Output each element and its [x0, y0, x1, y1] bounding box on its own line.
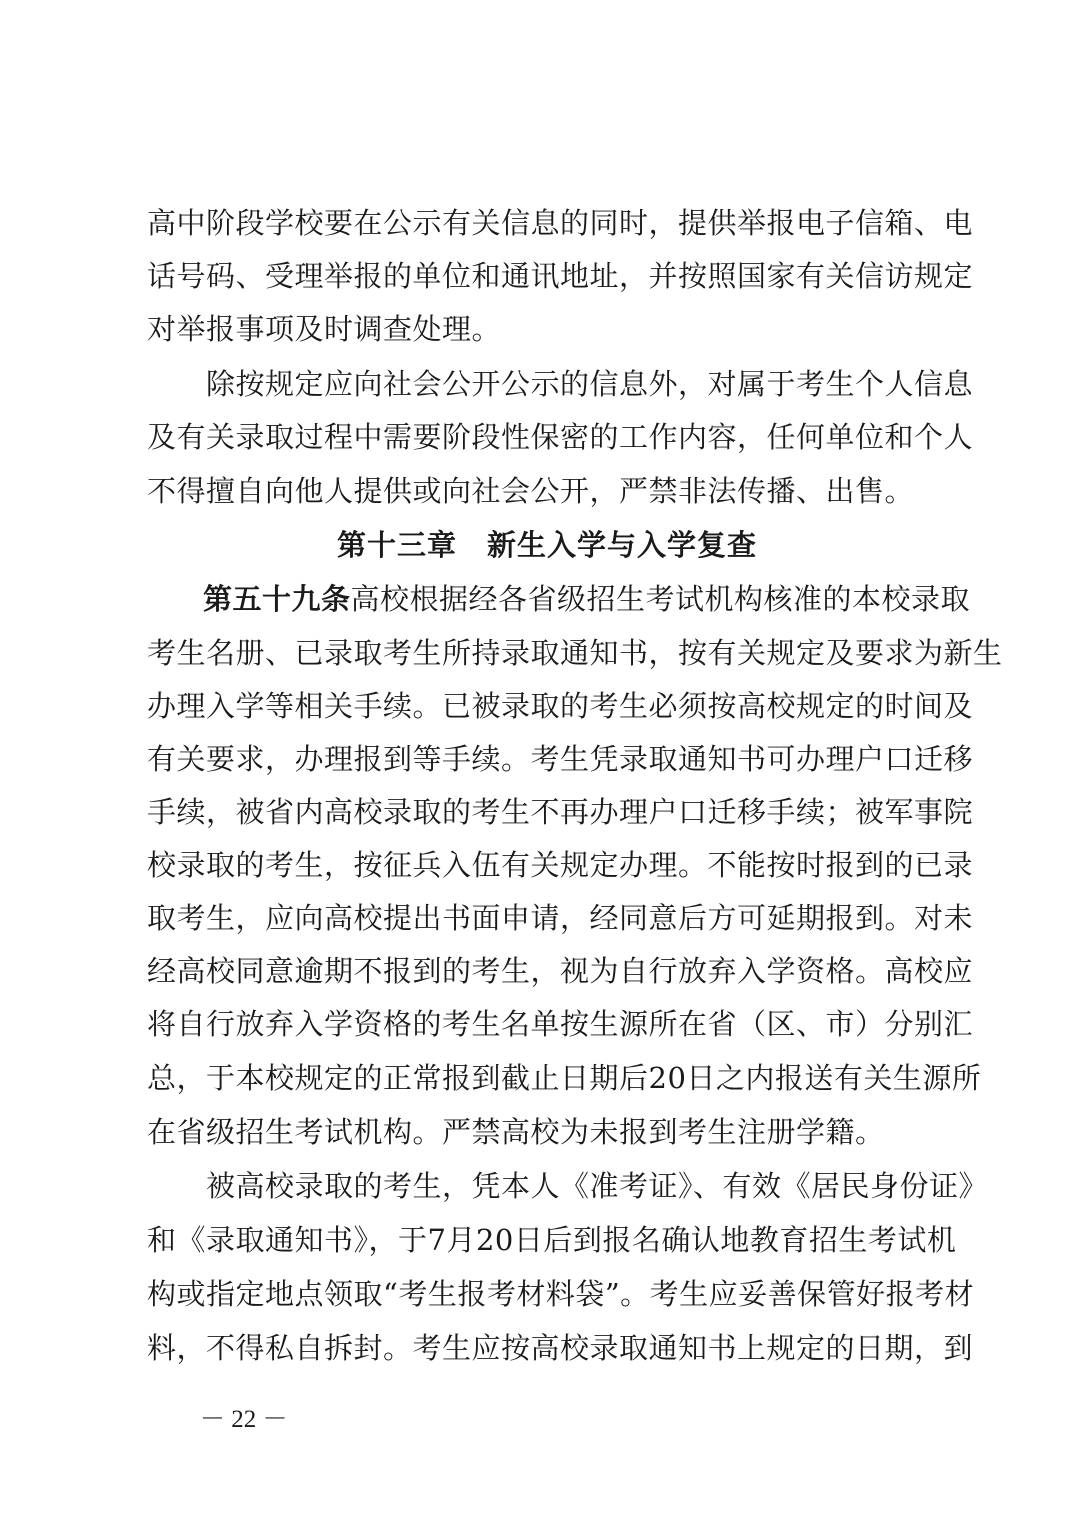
- article59-line-9: 将自行放弃入学资格的考生名单按生源所在省（区、市）分别汇: [147, 1007, 974, 1041]
- paragraph4-line-2: 和《录取通知书》，于7月20日后到报名确认地教育招生考试机: [147, 1223, 957, 1257]
- paragraph2-line-3: 不得擅自向他人提供或向社会公开，严禁非法传播、出售。: [147, 474, 915, 508]
- article59-label: 第五十九条: [203, 582, 351, 616]
- article59-line-8: 经高校同意逾期不报到的考生，视为自行放弃入学资格。高校应: [147, 954, 974, 988]
- article59-first-line-text: 高校根据经各省级招生考试机构核准的本校录取: [350, 582, 971, 616]
- paragraph2-line-1: 除按规定应向社会公开公示的信息外，对属于考生个人信息: [206, 367, 974, 401]
- article59-line-3: 办理入学等相关手续。已被录取的考生必须按高校规定的时间及: [147, 689, 974, 723]
- paragraph4-line-1: 被高校录取的考生，凭本人《准考证》、有效《居民身份证》: [206, 1169, 989, 1203]
- page-number: － 22 －: [200, 1406, 288, 1433]
- article59-line-5: 手续，被省内高校录取的考生不再办理户口迁移手续；被军事院: [147, 795, 974, 829]
- paragraph4-line-3: 构或指定地点领取“考生报考材料袋”。考生应妥善保管好报考材: [147, 1277, 975, 1311]
- paragraph1-line-2: 话号码、受理举报的单位和通讯地址，并按照国家有关信访规定: [147, 259, 974, 293]
- article59-line-6: 校录取的考生，按征兵入伍有关规定办理。不能按时报到的已录: [147, 848, 974, 882]
- article59-line-1: [203, 572, 971, 626]
- article59-line-11: 在省级招生考试机构。严禁高校为未报到考生注册学籍。: [147, 1115, 885, 1149]
- article59-line-2: 考生名册、已录取考生所持录取通知书，按有关规定及要求为新生: [147, 636, 1003, 670]
- paragraph2-line-2: 及有关录取过程中需要阶段性保密的工作内容，任何单位和个人: [147, 420, 974, 454]
- paragraph1-line-3: 对举报事项及时调查处理。: [147, 312, 502, 346]
- article59-line-7: 取考生，应向高校提出书面申请，经同意后方可延期报到。对未: [147, 901, 974, 935]
- paragraph4-line-4: 料，不得私自拆封。考生应按高校录取通知书上规定的日期，到: [147, 1331, 974, 1365]
- article59-line-10: 总，于本校规定的正常报到截止日期后20日之内报送有关生源所: [147, 1061, 982, 1095]
- chapter-title: 第十三章 新生入学与入学复查: [336, 528, 757, 562]
- article59-line-4: 有关要求，办理报到等手续。考生凭录取通知书可办理户口迁移: [147, 742, 974, 776]
- paragraph1-line-1: 高中阶段学校要在公示有关信息的同时，提供举报电子信箱、电: [147, 206, 974, 240]
